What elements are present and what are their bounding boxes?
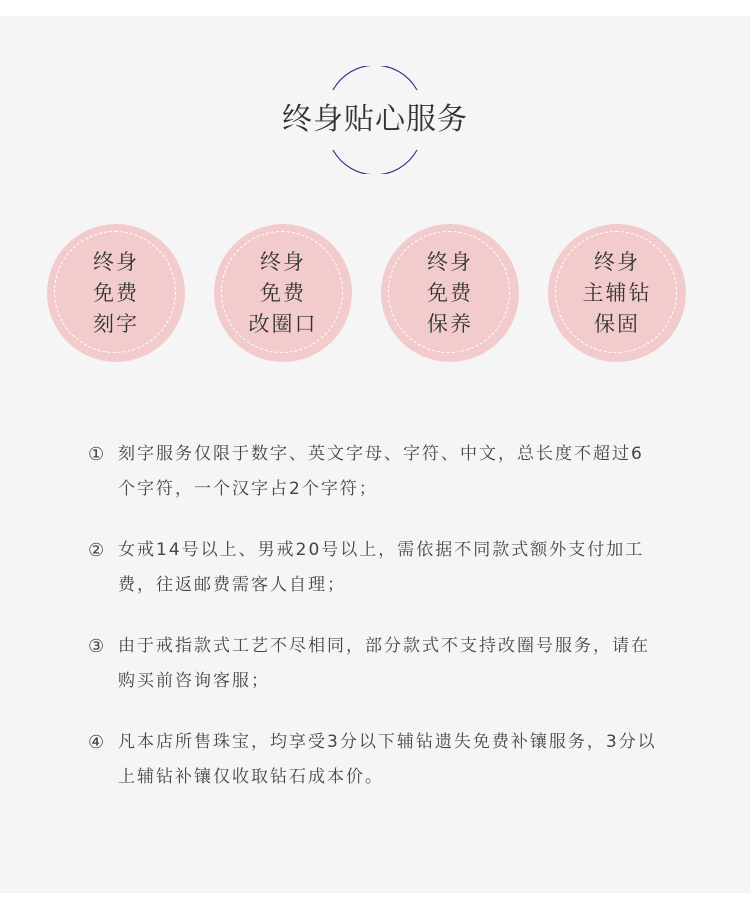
title-section — [0, 66, 750, 174]
note-marker: ② — [88, 540, 107, 561]
badge-free-engraving — [47, 224, 185, 362]
badge-line: 终身 — [594, 249, 640, 274]
note-marker: ① — [88, 444, 107, 465]
badge-line: 免费 — [260, 280, 306, 305]
badge-line: 保养 — [427, 311, 473, 336]
note-item — [88, 629, 658, 699]
badge-line: 改圈口 — [248, 311, 318, 336]
badge-line: 主辅钻 — [582, 280, 652, 305]
service-notes — [88, 437, 658, 821]
note-marker: ③ — [88, 636, 107, 657]
badge-line: 免费 — [93, 280, 139, 305]
badge-diamond-warranty — [548, 224, 686, 362]
badge-line: 终身 — [93, 249, 139, 274]
badge-free-resizing — [214, 224, 352, 362]
note-marker: ④ — [88, 732, 107, 753]
page-title: 终身贴心服务 — [282, 102, 468, 137]
badge-line: 终身 — [260, 249, 306, 274]
badge-line: 免费 — [427, 280, 473, 305]
badge-line: 刻字 — [93, 311, 139, 336]
note-item — [88, 437, 658, 507]
note-text: 由于戒指款式工艺不尽相同，部分款式不支持改圈号服务，请在购买前咨询客服； — [118, 636, 650, 691]
note-item — [88, 725, 658, 795]
badge-free-maintenance — [381, 224, 519, 362]
note-text: 刻字服务仅限于数字、英文字母、字符、中文，总长度不超过6个字符，一个汉字占2个字符； — [118, 444, 644, 499]
badge-line: 终身 — [427, 249, 473, 274]
note-text: 凡本店所售珠宝，均享受3分以下辅钻遗失免费补镶服务，3分以上辅钻补镶仅收取钻石成本价。 — [118, 732, 657, 787]
note-item — [88, 533, 658, 603]
note-text: 女戒14号以上、男戒20号以上，需依据不同款式额外支付加工费，往返邮费需客人自理； — [118, 540, 645, 595]
badge-line: 保固 — [594, 311, 640, 336]
